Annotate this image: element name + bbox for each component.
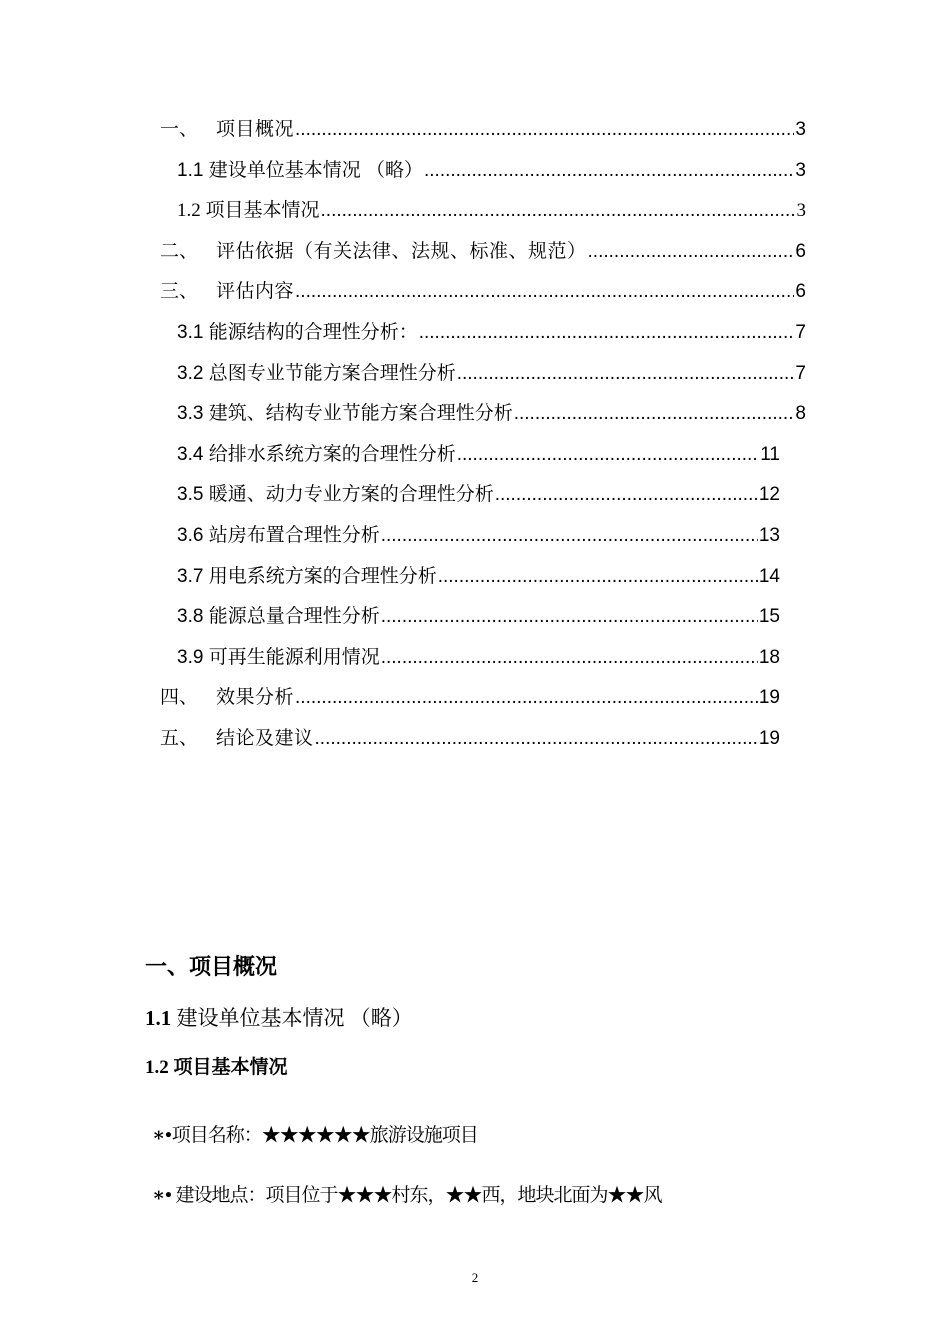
toc-entry-title: 3.6 站房布置合理性分析 bbox=[177, 524, 380, 546]
toc-entry-title: 评估依据（有关法律、法规、标准、规范） bbox=[216, 240, 587, 262]
toc-dot-leader bbox=[321, 200, 796, 222]
project-location-text: 建设地点：项目位于★★★村东，★★西，地块北面为★★风 bbox=[171, 1185, 662, 1206]
subsection-title: 建设单位基本情况 （略） bbox=[171, 1006, 413, 1030]
toc-entry[interactable] bbox=[160, 276, 806, 317]
toc-entry-number: 一、 bbox=[160, 119, 199, 140]
project-location-item bbox=[152, 1180, 662, 1207]
toc-entry-page: 6 bbox=[795, 281, 806, 303]
toc-dot-leader bbox=[457, 444, 760, 466]
toc-entry-page: 7 bbox=[795, 321, 806, 343]
toc-entry-title: 效果分析 bbox=[216, 687, 295, 709]
toc-dot-leader bbox=[457, 363, 795, 385]
toc-entry-number: 二、 bbox=[160, 240, 199, 262]
toc-entry-number: 五、 bbox=[160, 727, 199, 749]
toc-entry[interactable] bbox=[160, 358, 806, 399]
toc-entry-page: 11 bbox=[760, 443, 780, 465]
toc-entry[interactable] bbox=[160, 723, 806, 764]
toc-entry[interactable] bbox=[160, 479, 806, 520]
toc-entry[interactable] bbox=[160, 236, 806, 277]
toc-dot-leader bbox=[588, 241, 795, 263]
toc-entry-page: 15 bbox=[758, 606, 780, 628]
toc-entry[interactable] bbox=[160, 155, 806, 196]
toc-entry-title: 3.7 用电系统方案的合理性分析 bbox=[177, 565, 437, 587]
toc-entry[interactable] bbox=[160, 561, 806, 602]
toc-entry-title: 3.9 可再生能源利用情况 bbox=[177, 646, 380, 668]
toc-dot-leader bbox=[295, 281, 794, 303]
toc-dot-leader bbox=[495, 484, 758, 506]
section-heading: 一、项目概况 bbox=[145, 955, 278, 980]
toc-entry-title: 评估内容 bbox=[216, 281, 295, 303]
page-number: 2 bbox=[471, 1270, 479, 1285]
subsection-heading-2: 1.2 项目基本情况 bbox=[145, 1057, 288, 1078]
bullet-icon: ∗• bbox=[152, 1185, 172, 1206]
toc-entry[interactable] bbox=[160, 601, 806, 642]
toc-entry-page: 7 bbox=[795, 362, 806, 384]
toc-entry[interactable] bbox=[160, 520, 806, 561]
bullet-icon: ∗• bbox=[152, 1125, 172, 1146]
toc-entry-page: 12 bbox=[758, 484, 780, 506]
toc-dot-leader bbox=[295, 119, 794, 141]
toc-dot-leader bbox=[295, 687, 758, 709]
toc-entry-title: 3.8 能源总量合理性分析 bbox=[177, 606, 380, 628]
toc-dot-leader bbox=[424, 160, 794, 182]
toc-entry-page: 3 bbox=[796, 200, 806, 222]
toc-entry[interactable] bbox=[160, 682, 806, 723]
project-name-text: 项目名称：★★★★★★旅游设施项目 bbox=[171, 1125, 478, 1146]
toc-entry-page: 6 bbox=[795, 240, 806, 262]
toc-dot-leader bbox=[419, 322, 795, 344]
toc-entry[interactable] bbox=[160, 439, 806, 480]
toc-entry-page: 8 bbox=[795, 403, 806, 425]
subsection-heading bbox=[145, 1002, 413, 1032]
toc-entry-title: 1.1 建设单位基本情况 （略） bbox=[177, 159, 423, 181]
toc-entry[interactable] bbox=[160, 642, 806, 683]
toc-entry-title: 1.2 项目基本情况 bbox=[177, 200, 320, 222]
toc-entry-title: 结论及建议 bbox=[216, 727, 314, 749]
toc-entry-page: 18 bbox=[758, 646, 780, 668]
toc-entry-page: 3 bbox=[795, 159, 806, 181]
toc-entry-page: 14 bbox=[758, 565, 780, 587]
toc-dot-leader bbox=[438, 566, 758, 588]
toc-dot-leader bbox=[315, 728, 758, 750]
toc-entry-number: 三、 bbox=[160, 281, 199, 303]
toc-entry-number: 四、 bbox=[160, 687, 199, 709]
toc-entry[interactable] bbox=[160, 195, 806, 236]
toc-entry-title: 3.4 给排水系统方案的合理性分析 bbox=[177, 443, 456, 465]
toc-entry-page: 3 bbox=[795, 119, 806, 140]
toc-entry-page: 19 bbox=[758, 687, 780, 709]
project-name-item bbox=[152, 1120, 478, 1147]
toc-entry[interactable] bbox=[160, 317, 806, 358]
toc-dot-leader bbox=[381, 606, 758, 628]
toc-entry-title: 3.3 建筑、结构专业节能方案合理性分析 bbox=[177, 403, 513, 425]
toc-entry-page: 13 bbox=[758, 524, 780, 546]
table-of-contents bbox=[160, 114, 806, 764]
toc-entry-title: 3.1 能源结构的合理性分析： bbox=[177, 321, 418, 343]
toc-entry-title: 3.5 暖通、动力专业方案的合理性分析 bbox=[177, 484, 494, 506]
toc-entry[interactable] bbox=[160, 398, 806, 439]
toc-dot-leader bbox=[514, 403, 795, 425]
toc-entry[interactable] bbox=[160, 114, 806, 155]
toc-entry-page: 19 bbox=[758, 727, 780, 749]
subsection-number: 1.1 bbox=[145, 1006, 172, 1030]
toc-entry-title: 3.2 总图专业节能方案合理性分析 bbox=[177, 362, 456, 384]
toc-dot-leader bbox=[381, 647, 758, 669]
toc-entry-title: 项目概况 bbox=[216, 119, 295, 140]
toc-dot-leader bbox=[381, 525, 758, 547]
